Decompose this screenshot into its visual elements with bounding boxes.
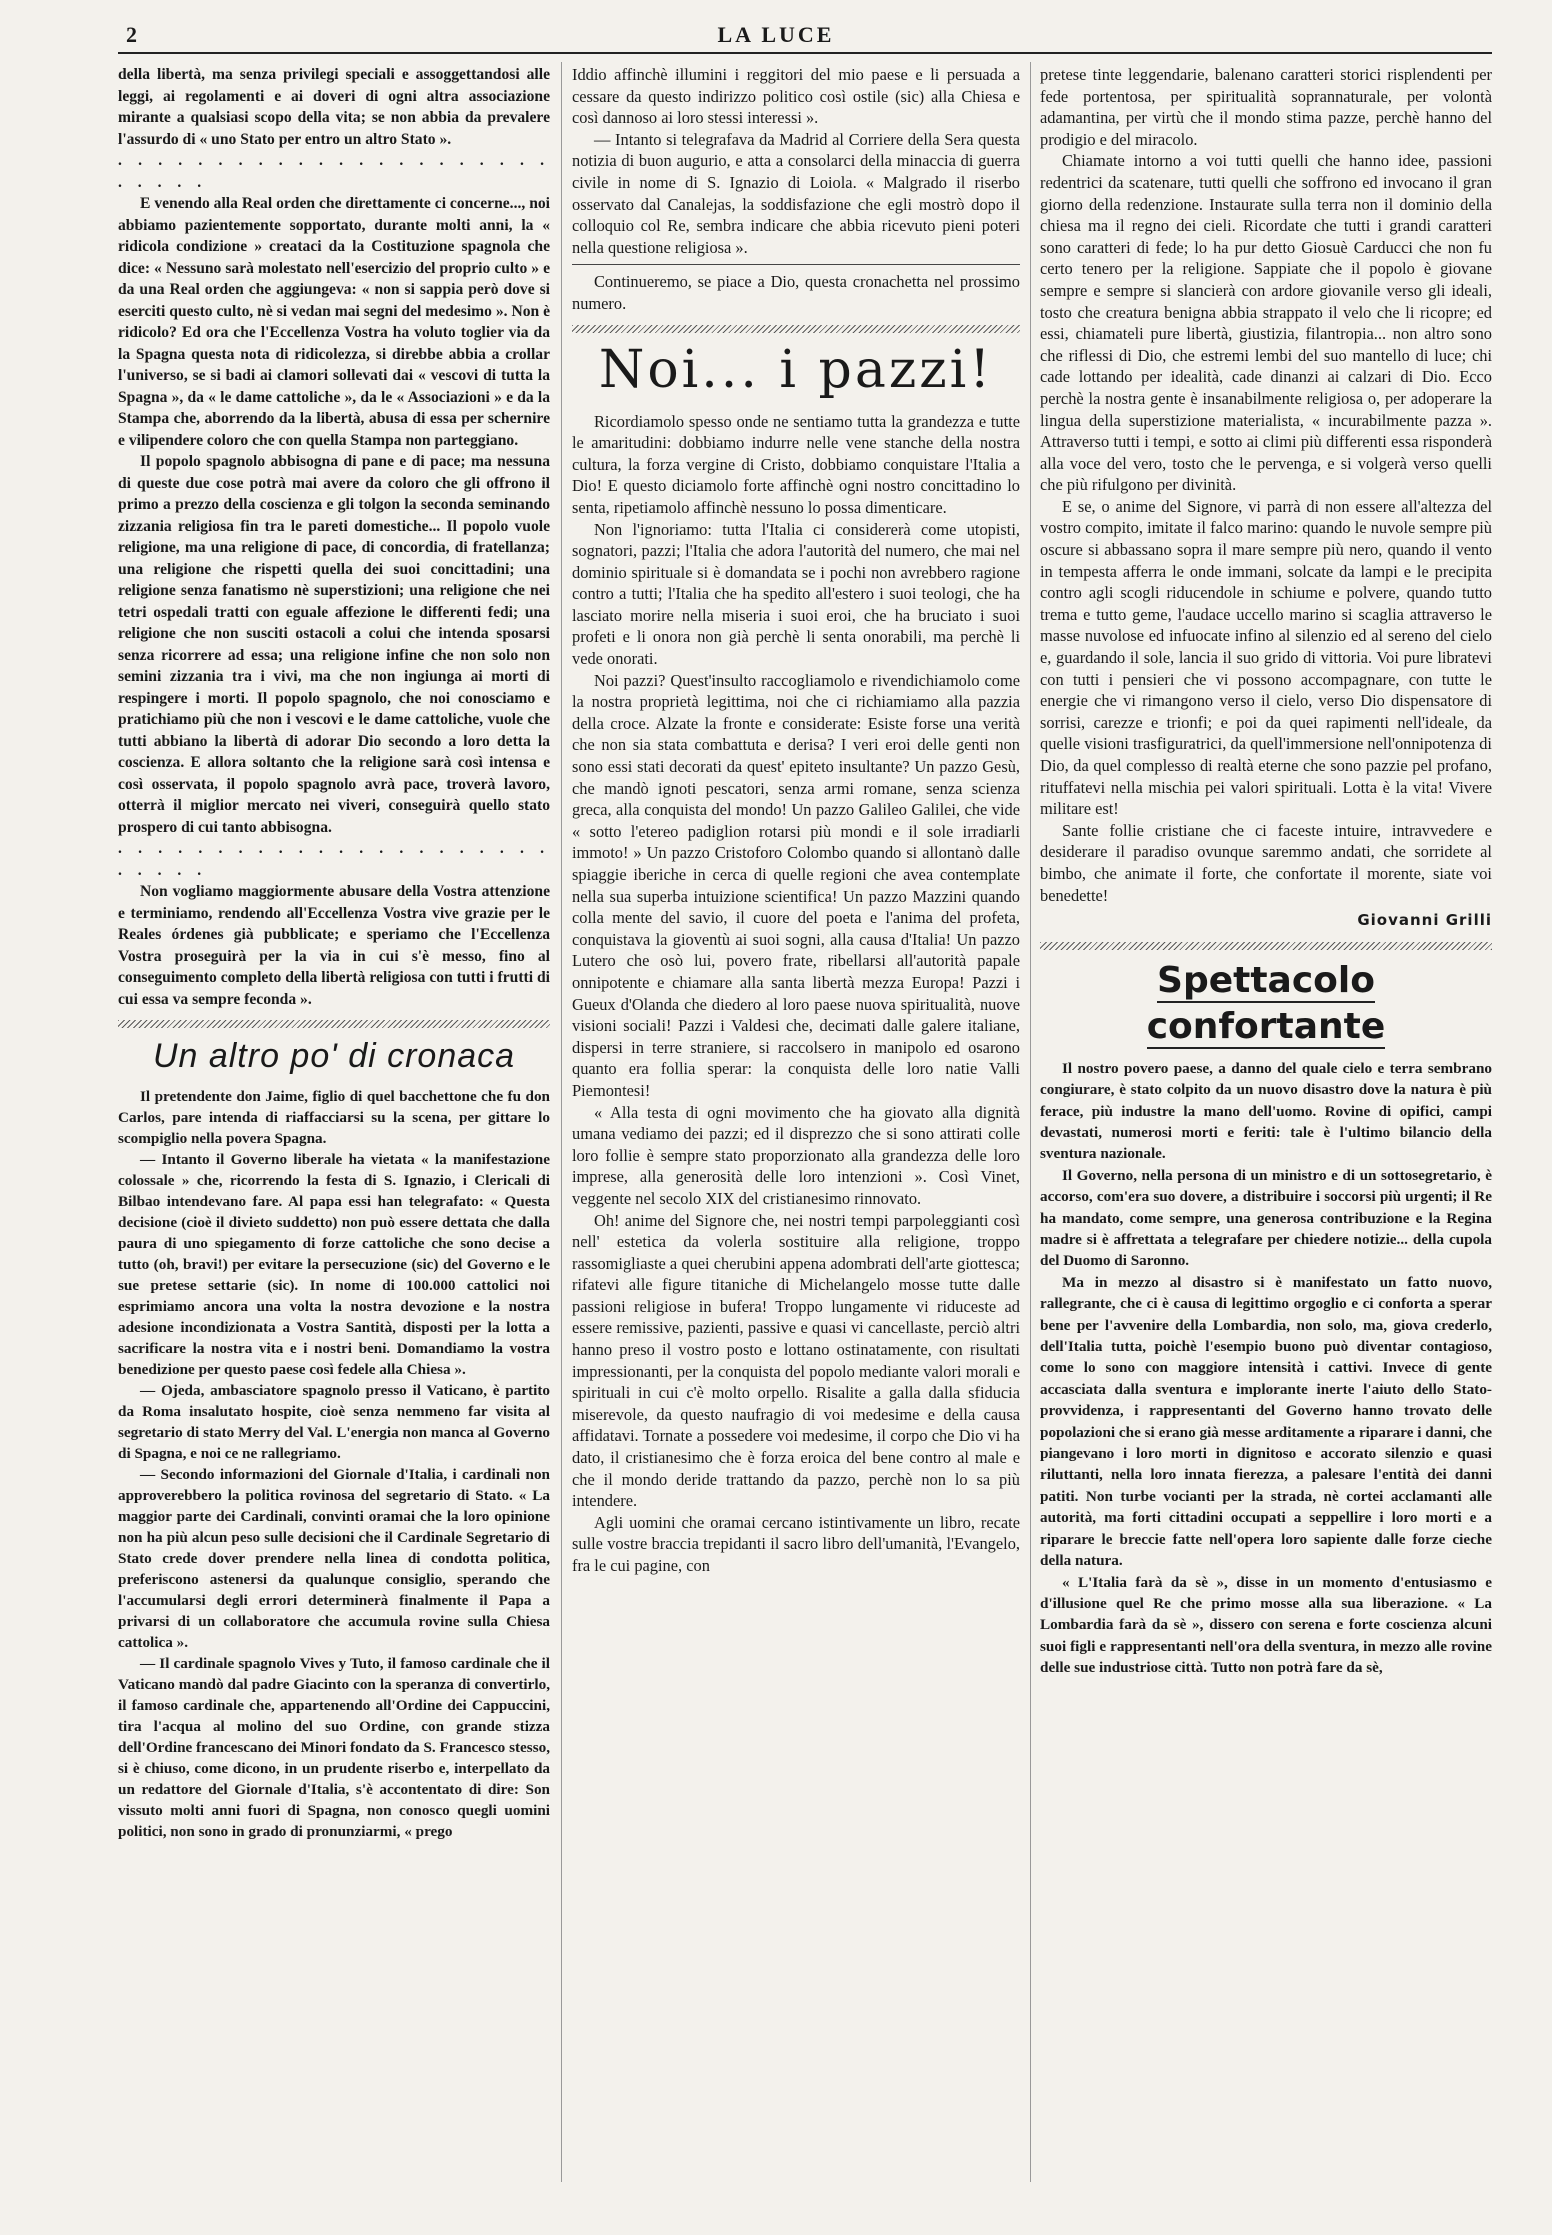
article-title-cronaca: Un altro po' di cronaca	[152, 1037, 516, 1075]
article-paragraph: Non l'ignoriamo: tutta l'Italia ci considererà come utopisti, sognatori, pazzi; l'Italia che adora l'autorità del numero, che mai nel dominio spirituale si è domandata se i pochi non avrebbero ragione contro a tutti; l'Italia che ha spedito all'estero i suoi teologi, che ha lasciato morire nella miseria i suoi eroi, che ha bruciato i suoi profeti e li onora non già perchè li senta onorabili, ma perchè li vede onorati.	[572, 519, 1020, 669]
column-3	[1040, 64, 1492, 2199]
article-paragraph: — Intanto si telegrafava da Madrid al Corriere della Sera questa notizia di buon augurio, e atta a consolarci della minaccia di guerra civile in nome di S. Ignazio di Loiola. « Malgrado il riserbo osservato dal Canalejas, la soddisfazione che egli mostrò dopo il colloquio col Re, sembra indicare che abbia ricevuto pieni poteri nella questione religiosa ».	[572, 129, 1020, 257]
article-paragraph: « L'Italia farà da sè », disse in un momento d'entusiasmo e d'illusione quel Re che primo mosse alla sua liberazione. « La Lombardia farà da sè », dissero con serena e forte coscienza alcuni suoi figli e rappresentanti nell'ora della sventura, in mezzo alle rovine delle sue industriose città. Tutto non potrà fare da sè,	[1040, 1573, 1492, 1677]
article-paragraph: Chiamate intorno a voi tutti quelli che hanno idee, passioni redentrici da scatenare, tutti quelli che soffrono ed invocano il gran giorno della redenzione. Instaurate sulla terra non il dominio della chiesa ma il regno dei cieli. Ricordate che tutti i grandi caratteri sono caratteri di fede; lo ha pur detto Giosuè Carducci che non fu certo tenero per la religione. Sappiate che il popolo è giovane sempre e sempre si slancierà con ardore giovanile verso gli ideali, tosto che creatura benigna abbia strappato il velo che li ricopre; ed essi, chiamateli pure libertà, giustizia, filantropia... non altro sono che riflessi di Dio, che estremi lembi del suo mantello di luce; chi cade lottando per idealità, cade dinanzi ai calzari di Dio. Ecco perchè la nostra gente è insanabilmente religiosa o, per adoperare la lingua della superstizione materialista, « incurabilmente pazza ». Attraverso tutti i tempi, e sotto ai climi più differenti essa risponderà alla voce del vero, tosto che le pervenga, e si volgerà verso quelli che più rifulgono per divinità.	[1040, 151, 1492, 495]
article-paragraph: Il pretendente don Jaime, figlio di quel bacchettone che fu don Carlos, pare intenda di riaffacciarsi su la scena, per gittare lo scompiglio nella povera Spagna.	[118, 1088, 550, 1147]
ellipsis-separator: . . . . . . . . . . . . . . . . . . . . . . . . . . .	[118, 152, 550, 191]
page-number: 2	[126, 22, 137, 47]
section-divider	[1040, 942, 1492, 950]
article-paragraph: Non vogliamo maggiormente abusare della Vostra attenzione e terminiamo, rendendo all'Eccellenza Vostra vive grazie per le Reales órdenes già pubblicate; e speriamo che l'Eccellenza Vostra proseguirà per la via in cui s'è messo, fino al conseguimento completo della libertà religiosa con tutti i frutti di cui essa va sempre feconda ».	[118, 883, 550, 1008]
article-paragraph: Oh! anime del Signore che, nei nostri tempi parpoleggianti così nell' estetica da volerla sostituire alla religione, troppo rassomigliaste a quei cherubini appena adombrati dell'arte giottesca; rifatevi alle figure titaniche di Michelangelo mosse tutte dalle passioni religiose in bufera! Troppo lungamente vi riduceste ad essere remissive, pazienti, passive e quasi vi cancellaste, perciò altri hanno preso il vostro posto e lottano ostinatamente, con risultati impressionanti, per la conquista del popolo mediante valori morali e spirituali in cui c'è molto orpello. Risalite a galla dalla sfiducia miserevole, da questo naufragio di voi medesime e della causa affidatavi. Tornate a possedere voi medesime, il corpo che Dio vi ha dato, il cristianesimo che è forza eroica del bene contro al male e che il mondo deride trattando da pazzo, perchè non lo sa più intendere.	[572, 1210, 1020, 1511]
section-divider	[118, 1020, 550, 1028]
article-title-pazzi: Noi... i pazzi!	[598, 339, 994, 400]
article-paragraph: Ricordiamolo spesso onde ne sentiamo tutta la grandezza e tutte le amaritudini: dobbiamo indurre nelle vene stanche della nostra cultura, la forza vergine di Cristo, dobbiamo conquistare l'Italia a Dio! E questo diciamolo forte affinchè ogni nostro concittadino lo senta, ripetiamolo affinchè nessuno lo possa dimenticare.	[572, 411, 1020, 517]
column-divider	[1030, 62, 1031, 2182]
article-paragraph: — Intanto il Governo liberale ha vietata « la manifestazione colossale » che, ricorrendo la festa di S. Ignazio, i Clericali di Bilbao intendevano fare. Al papa essi han telegrafato: « Questa decisione (cioè il divieto suddetto) non può essere dettata che dalla paura di uno spiegamento di forze cattoliche che sono decise a tutto (oh, bravi!) per evitare la persecuzione (sic) del Governo e le sue pretese settarie (sic). In nome di 100.000 cattolici noi esprimiamo ancora una volta la nostra devozione e la nostra adesione incondizionata a Vostra Santità, disposti per la lotta a sacrificare la nostra vita e i nostri beni. Domandiamo la vostra benedizione per questo paese così fedele alla Chiesa ».	[118, 1151, 550, 1378]
article-paragraph: della libertà, ma senza privilegi speciali e assoggettandosi alle leggi, ai regolamenti e ai doveri di ogni altra associazione mirante a qualsiasi scopo della vita; se non abbia da prevalere l'assurdo di « uno Stato per entro un altro Stato ».	[118, 66, 550, 148]
article-paragraph: pretese tinte leggendarie, balenano caratteri storici risplendenti per fede portentosa, per spiritualità soprannaturale, per volontà adamantina, per virtù che il mondo stima pazze, perchè hanno del prodigio e del miracolo.	[1040, 65, 1492, 149]
article-paragraph: Sante follie cristiane che ci faceste intuire, intravvedere e desiderare il paradiso ovunque saremmo andati, che sorridete al bimbo, che animate il forte, che confortate il morente, siate voi benedette!	[1040, 820, 1492, 905]
article-paragraph: Continueremo, se piace a Dio, questa cronachetta nel prossimo numero.	[572, 272, 1020, 313]
column-divider	[561, 62, 562, 2182]
header-rule	[118, 52, 1492, 54]
article-paragraph: E venendo alla Real orden che direttamente ci concerne..., noi abbiamo pazientemente sopportato, durante molti anni, la « ridicola condizione » creataci da la Costituzione spagnola che dice: « Nessuno sarà molestato nell'esercizio del proprio culto » e da una Real orden che aggiungeva: « non si sappia però dove si eserciti questo culto, nè si vedan mai segni del medesimo ». Non è ridicolo? Ed ora che l'Eccellenza Vostra ha voluto toglier via da la Spagna questa nota di ridicolezza, si direbbe abbia a crollar l'universo, se si badi ai clamori sollevati dai « vescovi di tutta la Spagna », da « le dame cattoliche », da le « Associazioni » e da la Stampa che, aborrendo da la libertà, abusa di essa per schernire e vilipendere coloro che con quella Stampa non parteggiano.	[118, 195, 550, 449]
masthead: LA LUCE	[717, 22, 835, 47]
article-paragraph: Noi pazzi? Quest'insulto raccogliamolo e rivendichiamolo come la nostra proprietà legittima, noi che ci richiamiamo alla pazzia della croce. Alzate la fronte e considerate: Esiste forse una verità che non sia stata combattuta e derisa? I veri eroi delle genti non sono essi stati decorati da quest' epiteto insultante? Un pazzo Gesù, che mandò ignoti pescatori, senza armi romane, senza scienza greca, alla conquista del mondo! Un pazzo Galileo Galilei, che vide « sotto l'etereo padiglion rotarsi più mondi e il sole irradiarli immoto! » Un pazzo Cristoforo Colombo quando si allontanò dalle spiaggie iberiche in cerca di quelle regioni che avea contemplate nella sua superba intuizione scientifica! Un pazzo Mazzini quando colla mente del savio, il cuore del poeta e l'anima del profeta, conquistava la gioventù ai suoi sogni, alla causa d'Italia! Un pazzo Lutero che osò lui, povero frate, ribellarsi all'autorità papale onnipotente e chiamare alla santa libertà mezza Europa! Pazzi i Gueux d'Olanda che diedero al loro paese nuova spiritualità, nuove visioni sociali! Pazzi i Valdesi che, decimati dalle galere italiane, dispersi in terre straniere, si raccolsero in manipolo ed osarono quanto era follia sperar: la conquista delle loro natie Valli Piemontesi!	[572, 670, 1020, 1100]
article-paragraph: Il popolo spagnolo abbisogna di pane e di pace; ma nessuna di queste due cose potrà mai avere da coloro che gli offrono il primo a prezzo della coscienza e gli tolgon la seconda seminando zizzania religiosa fin tra le pareti domestiche... Il popolo vuole religione, ma una religione di pace, di concordia, di fratellanza; una religione che rispetti quella dei suoi concittadini; una religione senza fanatismo nè superstizioni; una religione che nei tetri ospedali tratti con eguale affezione le differenti fedi; una religione che non susciti ostacoli a colui che intenda sposarsi senza ricorrere ad essa; una religione infine che non solo non semini zizzania tra i vivi, ma che non ingiunga ai morti di respingere i morti. Il popolo spagnolo, che noi conosciamo e pratichiamo più che non i vescovi e le dame cattoliche, vuole che tutti abbiano la libertà di adorar Dio secondo a loro detta la coscienza. E allora soltanto che la religione sarà così intensa e così osservata, il popolo spagnolo avrà pace, troverà lavoro, otterrà il miglior mercato nei viveri, conseguirà quello stato prospero di cui tanto abbisogna.	[118, 453, 550, 836]
article-title-spettacolo	[1040, 958, 1492, 1050]
article-paragraph: — Il cardinale spagnolo Vives y Tuto, il famoso cardinale che il Vaticano mandò dal padre Giacinto con la speranza di convertirlo, il famoso cardinale che, appartenendo all'Ordine dei Cappuccini, tira l'acqua al molino del suo Ordine, con grande stizza dell'Ordine francescano dei Minori fondato da S. Francesco stesso, si è chiuso, come dicono, in un prudente riserbo e, interpellato da un redattore del Giornale d'Italia, s'è accontentato di dire: Son vissuto molti anni fuori di Spagna, non conosco quegli uomini politici, non sono in grado di pronunziarmi, « prego	[118, 1655, 550, 1840]
ellipsis-separator: . . . . . . . . . . . . . . . . . . . . . . . . . . .	[118, 840, 550, 879]
article-paragraph: Il Governo, nella persona di un ministro e di un sottosegretario, è accorso, com'era suo dovere, a distribuire i soccorsi più urgenti; il Re ha mandato, come sempre, una generosa contribuzione e la Regina madre si è affrettata a telegrafare per chiedere notizie... della cupola del Duomo di Saronno.	[1040, 1166, 1492, 1270]
article-paragraph: Iddio affinchè illumini i reggitori del mio paese e li persuada a cessare da questo indirizzo politico così ostile (sic) alla Chiesa e così dannoso ai loro stessi interessi ».	[572, 65, 1020, 128]
section-divider	[572, 325, 1020, 333]
article-paragraph: — Ojeda, ambasciatore spagnolo presso il Vaticano, è partito da Roma insalutato hospite, cioè senza nemmeno far visita al segretario di stato Merry del Val. L'energia non manca al Governo di Spagna, e noi ce ne rallegriamo.	[118, 1382, 550, 1462]
column-2	[572, 64, 1020, 2199]
article-paragraph: « Alla testa di ogni movimento che ha giovato alla dignità umana vediamo dei pazzi; ed il disprezzo che si sono attirati colle loro follie è sempre stato proporzionato alla grandezza delle loro imprese, alla generosità delle loro intenzioni ». Così Vinet, veggente nel secolo XIX del cristianesimo rinnovato.	[572, 1102, 1020, 1208]
article-title-text: Spettacolo confortante	[1146, 959, 1386, 1047]
article-paragraph: Il nostro povero paese, a danno del quale cielo e terra sembrano congiurare, è stato colpito da un nuovo disastro dove la natura è più ferace, più industre la mano dell'uomo. Rovine di opifici, campi devastati, numerosi morti e feriti: tale è l'ultimo bilancio della sventura nazionale.	[1040, 1059, 1492, 1163]
author-signature: Giovanni Grilli	[1357, 911, 1492, 930]
separator-rule	[572, 264, 1020, 265]
article-paragraph: — Secondo informazioni del Giornale d'Italia, i cardinali non approverebbero la politica rovinosa del segretario di Stato. « La maggior parte dei Cardinali, convinti oramai che la loro opinione non ha più alcun peso sulle decisioni che il Cardinale Segretario di Stato crede dover prendere nella linea di condotta politica, preferiscono astenersi da qualunque consiglio, sperando che l'accumularsi degli errori determinerà finalmente il Papa a privarsi di un collaboratore che accumula rovine sulla Chiesa cattolica ».	[118, 1466, 550, 1651]
article-paragraph: E se, o anime del Signore, vi parrà di non essere all'altezza del vostro compito, imitate il falco marino: quando le nuvole sempre più oscure si abbassano sopra il mare sempre più nero, quando il vento in tempesta afferra le onde immani, solcate da lampi e le precipita contro agli scogli riducendole in schiume e polvere, quando tutto trema e tutto geme, l'audace uccello marino si scaglia attraverso le masse nuvolose ed infuocate infino al silenzio ed al sereno del cielo e, guardando il sole, lancia il suo grido di vittoria. Voi pure libratevi con tutti i pensieri che vi possono accompagnare, con tutte le energie che vi rimangono verso il cielo, verso Dio dispensatore di sorrisi, carezze e trionfi; e poi da quei rapimenti nell'ideale, da quelle visioni trasfiguratrici, da quell'immersione nell'onnipotenza di Dio, da quel complesso di realtà eterne che sono pazzie pel profano, rituffatevi nella mischia pei valori spirituali. Lotta è la vita! Vivere militare est!	[1040, 496, 1492, 819]
article-paragraph: Agli uomini che oramai cercano istintivamente un libro, recate sulle vostre braccia trepidanti il sacro libro dell'umanità, l'Evangelo, fra le cui pagine, con	[572, 1512, 1020, 1575]
article-paragraph: Ma in mezzo al disastro si è manifestato un fatto nuovo, rallegrante, che ci è causa di legittimo orgoglio e ci conforta a sperar bene per l'avvenire della Lombardia, non solo, ma, giova crederlo, dell'Italia tutta, poichè l'esempio buono può diventar contagioso, come lo sono con maggiore intensità i cattivi. Invece di gente accasciata dalla sventura e implorante inerte l'aiuto dello Stato-provvidenza, i rappresentanti del Governo hanno trovato delle popolazioni che si erano già messe arditamente a riparare i danni, che piangevano i loro morti in dignitoso e accorato silenzio e quasi riluttanti, nella loro innata fierezza, a palesare l'entità dei danni patiti. Non turbe vocianti per la strada, nè cortei acclamanti alle autorità, ma forti cittadini occupati a seppellire i loro morti e a riparare le breccie fatte nell'opera loro sapiente dalle forze cieche della natura.	[1040, 1273, 1492, 1570]
column-1	[118, 64, 550, 2199]
